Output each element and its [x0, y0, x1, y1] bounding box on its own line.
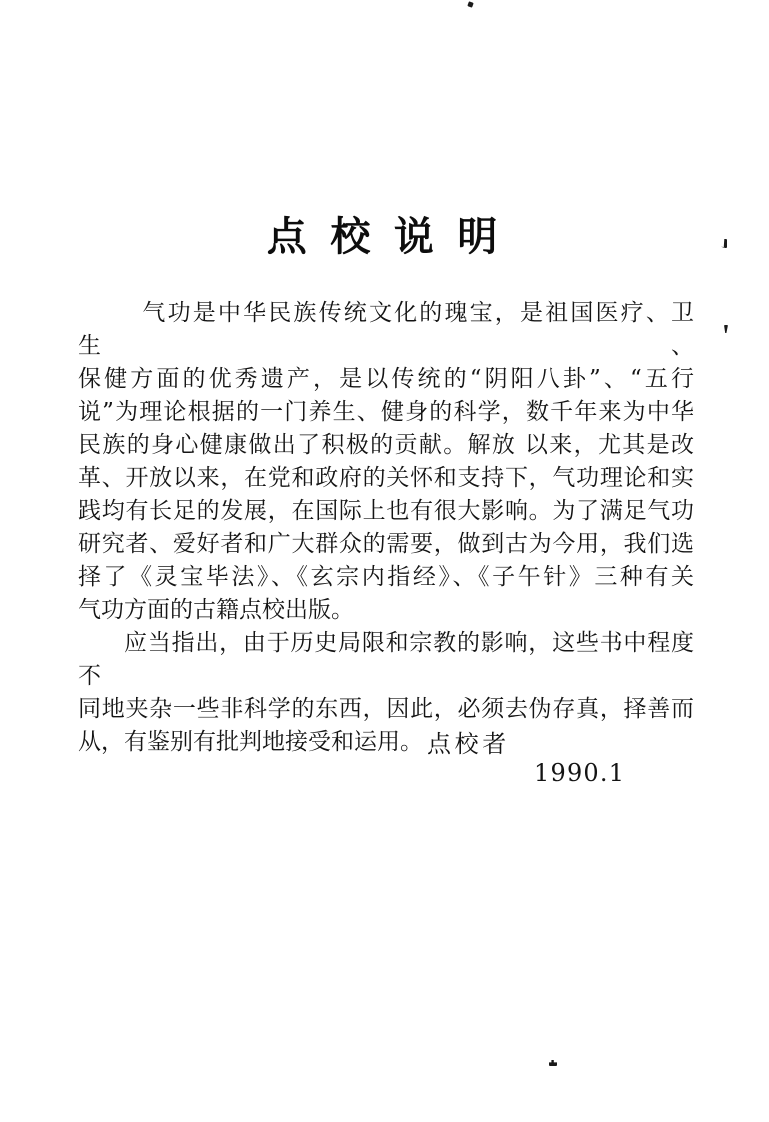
text-line: 同地夹杂一些非科学的东西，因此，必须去伪存真，择善而: [78, 696, 694, 722]
text-line: 气功方面的古籍点校出版。: [78, 597, 354, 623]
text-line: 践均有长足的发展，在国际上也有很大影响。为了满足气功: [78, 498, 694, 524]
scan-speck: [467, 1, 473, 7]
text-line: 民族的身心健康做出了积极的贡献。解放 以来，尤其是改: [78, 432, 694, 458]
text-line: 从，有鉴别有批判地接受和运用。: [78, 729, 423, 755]
signature-collator: 点校者: [427, 730, 510, 758]
text-line: 应当指出，由于历史局限和宗教的影响，这些书中程度不: [78, 630, 694, 689]
scan-speck: [724, 325, 728, 333]
page-title: 点 校 说 明: [266, 213, 503, 260]
body-text: [78, 297, 694, 759]
text-line: 气功是中华民族传统文化的瑰宝，是祖国医疗、卫生、: [78, 300, 694, 359]
text-line: 研究者、爱好者和广大群众的需要，做到古为今用，我们选: [78, 531, 694, 557]
text-line: 择了《灵宝毕法》、《玄宗内指经》、《子午针》三种有关: [78, 564, 694, 590]
scan-speck: [549, 1060, 557, 1066]
text-line: 说”为理论根据的一门养生、健身的科学，数千年来为中华: [78, 399, 694, 425]
text-line: 保健方面的优秀遗产，是以传统的“阴阳八卦”、“五行: [78, 366, 694, 392]
date: 1990.1: [534, 759, 626, 787]
text-line: 革、开放以来，在党和政府的关怀和支持下，气功理论和实: [78, 465, 694, 491]
